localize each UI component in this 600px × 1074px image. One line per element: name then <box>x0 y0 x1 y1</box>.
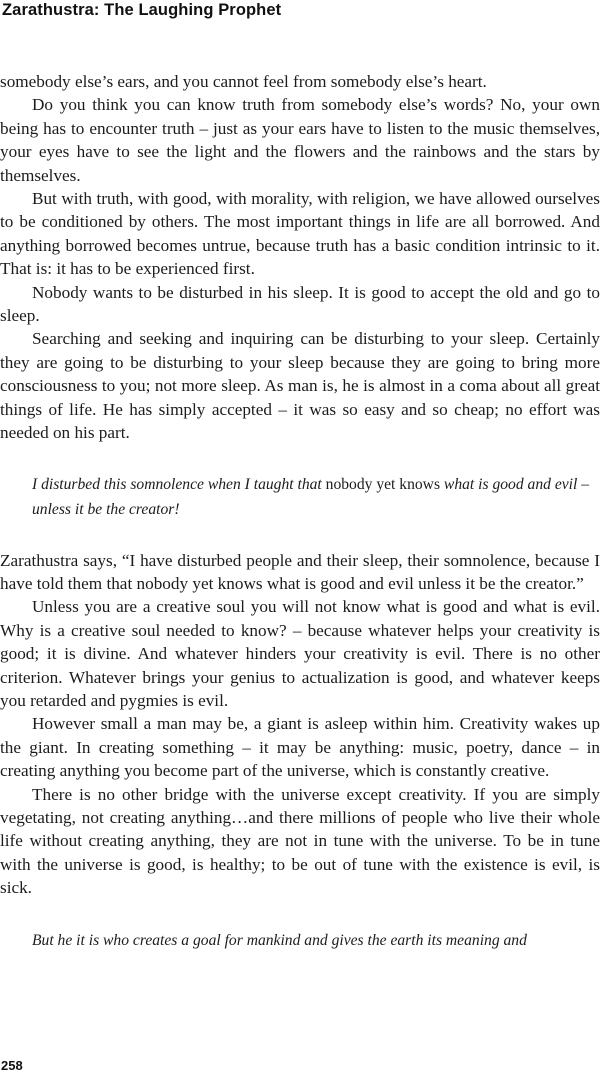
paragraph: Unless you are a creative soul you will not know what is good and what is evil. Why is a creative soul needed to know? – because whatever helps your creativity is good; it is divine. And whatever hinders your creativity is evil. There is no other criterion. Whatever brings your genius to actualization is good, and whatever keeps you retarded and pygmies is evil. <box>0 597 600 710</box>
paragraph: Do you think you can know truth from somebody else’s words? No, your own being has to encounter truth – just as your ears have to listen to the music themselves, your eyes have to see the light and the flowers and the rainbows and the stars by themselves. <box>0 95 600 185</box>
spacer <box>0 445 600 472</box>
spacer <box>0 522 600 549</box>
paragraph: Zarathustra says, “I have disturbed people and their sleep, their somnolence, because I have told them that nobody yet knows what is good and evil unless it be the creator.” <box>0 550 600 593</box>
spacer <box>0 900 600 928</box>
paragraph: Nobody wants to be disturbed in his sleep. It is good to accept the old and go to sleep. <box>0 282 600 326</box>
paragraph: somebody else’s ears, and you cannot feel from somebody else’s heart. <box>0 72 487 91</box>
block-quote <box>0 472 600 522</box>
paragraph: Searching and seeking and inquiring can be disturbing to your sleep. Certainly they are going to be disturbing to your sleep because they are going to bring more consciousness to you; not more sleep. As man is, he is almost in a coma about all great things of life. He has simply accepted – it was so easy and so cheap; no effort was needed on his part. <box>0 329 600 443</box>
quote-italic-text: But he it is who creates a goal for mankind and gives the earth its meaning and <box>32 931 527 949</box>
quote-italic-text: what is good and evil – unless it be the creator! <box>32 475 590 518</box>
paragraph: But with truth, with good, with morality, with religion, we have allowed ourselves to be conditioned by others. The most important things in life are all borrowed. And anything borrowed becomes untrue, because truth has a basic condition intrinsic to it. That is: it has to be experienced first. <box>0 189 600 279</box>
running-header: Zarathustra: The Laughing Prophet <box>2 1 282 19</box>
quote-italic-text: I disturbed this somnolence when I taught that <box>32 475 322 493</box>
block-quote <box>0 928 600 953</box>
paragraph: However small a man may be, a giant is asleep within him. Creativity wakes up the giant. In creating something – it may be anything: music, poetry, dance – in creating anything you become part of the universe, which is constantly creative. <box>0 714 600 781</box>
paragraph: There is no other bridge with the universe except creativity. If you are simply vegetating, not creating anything…and there millions of people who live their whole life without creating anything, they are not in tune with the universe. To be in tune with the universe is good, is healthy; to be out of tune with the existence is evil, is sick. <box>0 784 600 898</box>
page-number: 258 <box>1 1058 23 1073</box>
quote-roman-text: nobody yet knows <box>321 475 444 493</box>
page-body <box>0 70 600 953</box>
